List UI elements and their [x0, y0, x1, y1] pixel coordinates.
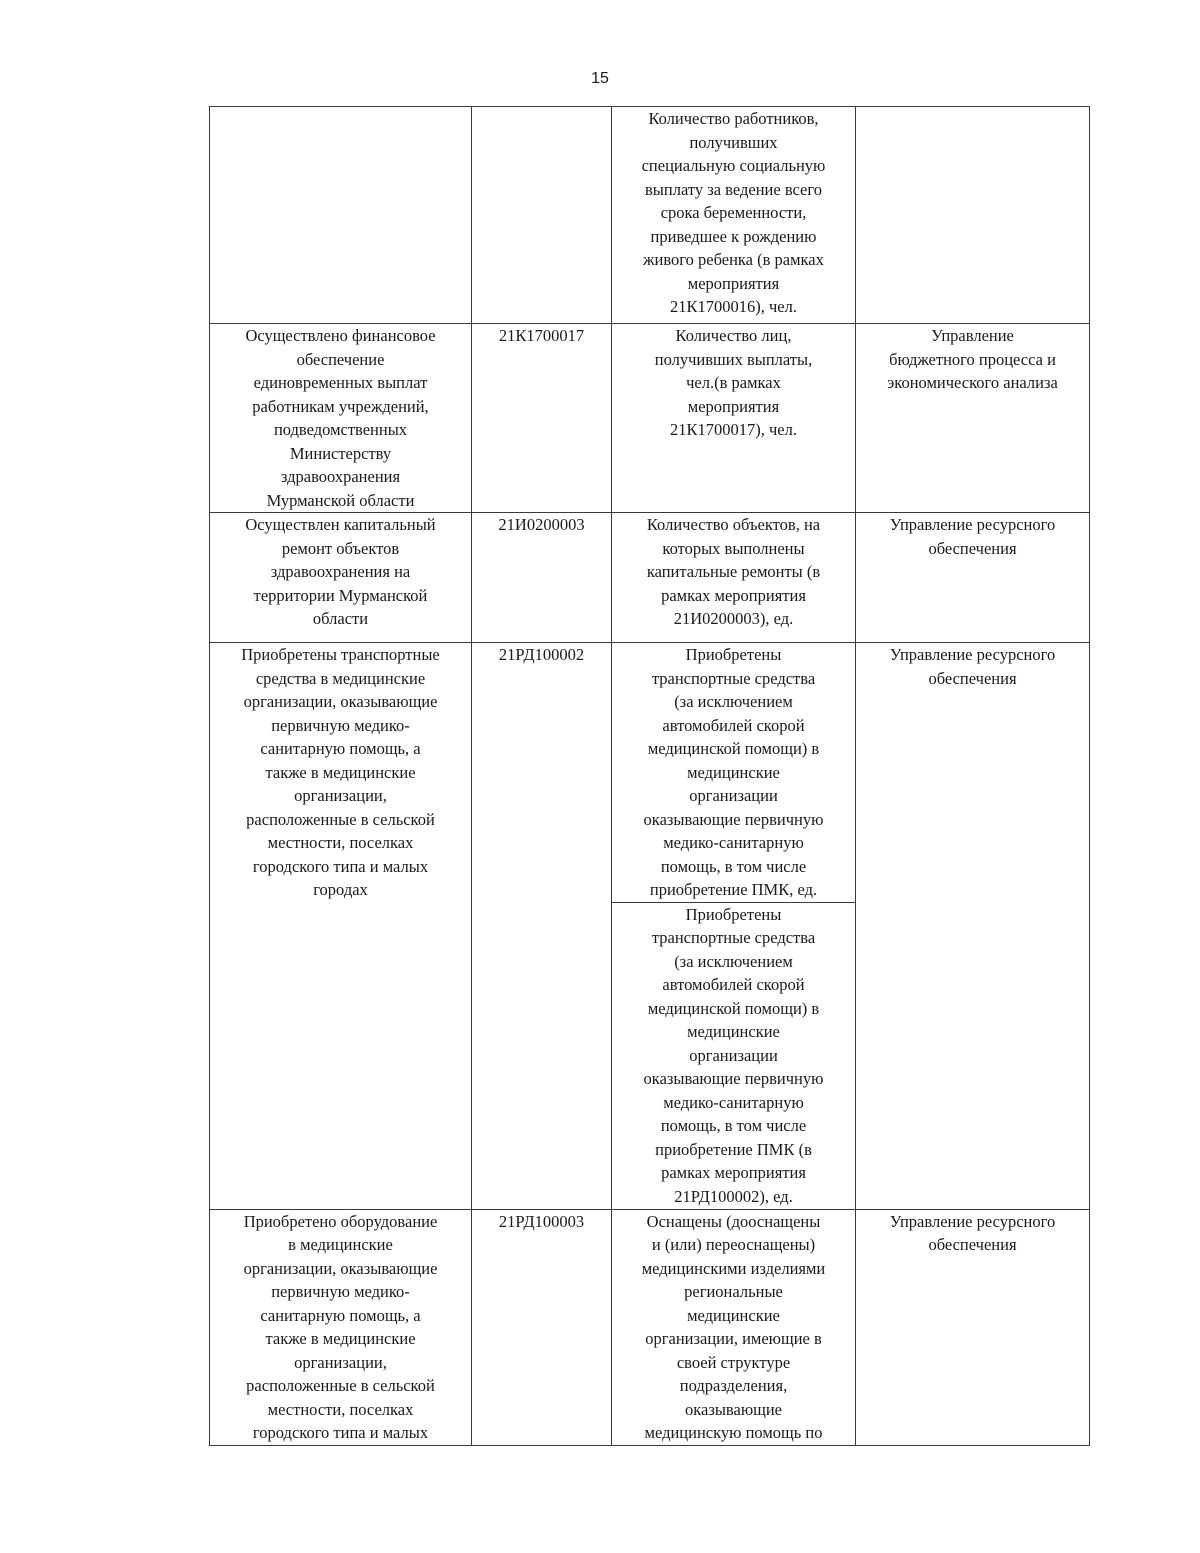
result-cell: Осуществлен капитальный ремонт объектов здравоохранения на территории Мурманской области	[210, 513, 472, 643]
code-cell: 21К1700017	[472, 324, 612, 513]
table-row	[210, 324, 1090, 513]
responsible-cell: Управление ресурсного обеспечения	[856, 513, 1090, 643]
indicator-cell: Количество лиц, получивших выплаты, чел.(в рамках мероприятия 21К1700017), чел.	[612, 324, 856, 513]
table-row	[210, 1209, 1090, 1445]
page-number: 15	[591, 70, 609, 87]
indicator-cell: Приобретены транспортные средства (за исключением автомобилей скорой медицинской помощи) в медицинские организации оказывающие первичную медико-санитарную помощь, в том числе приобретение ПМК (в рамках мероприятия 21РД100002), ед.	[612, 902, 856, 1209]
code-cell: 21РД100003	[472, 1209, 612, 1445]
code-cell: 21И0200003	[472, 513, 612, 643]
table-row	[210, 513, 1090, 643]
responsible-cell: Управление бюджетного процесса и экономического анализа	[856, 324, 1090, 513]
indicator-cell: Количество работников, получивших специальную социальную выплату за ведение всего срока беременности, приведшее к рождению живого ребенка (в рамках мероприятия 21К1700016), чел.	[612, 107, 856, 324]
result-cell: Приобретено оборудование в медицинские организации, оказывающие первичную медико- санитарную помощь, а также в медицинские организации, расположенные в сельской местности, поселках городского типа и малых	[210, 1209, 472, 1445]
indicator-cell: Количество объектов, на которых выполнены капитальные ремонты (в рамках мероприятия 21И0200003), ед.	[612, 513, 856, 643]
responsible-cell	[856, 107, 1090, 324]
code-cell: 21РД100002	[472, 643, 612, 1210]
indicator-cell: Оснащены (дооснащены и (или) переоснащены) медицинскими изделиями региональные медицинские организации, имеющие в своей структуре подразделения, оказывающие медицинскую помощь по	[612, 1209, 856, 1445]
result-cell	[210, 107, 472, 324]
responsible-cell: Управление ресурсного обеспечения	[856, 1209, 1090, 1445]
responsible-cell: Управление ресурсного обеспечения	[856, 643, 1090, 1210]
result-cell: Осуществлено финансовое обеспечение единовременных выплат работникам учреждений, подведомственных Министерству здравоохранения Мурманской области	[210, 324, 472, 513]
code-cell	[472, 107, 612, 324]
indicator-cell: Приобретены транспортные средства (за исключением автомобилей скорой медицинской помощи) в медицинские организации оказывающие первичную медико-санитарную помощь, в том числе приобретение ПМК, ед.	[612, 643, 856, 903]
table-row	[210, 107, 1090, 324]
result-cell: Приобретены транспортные средства в медицинские организации, оказывающие первичную медико- санитарную помощь, а также в медицинские организации, расположенные в сельской местности, поселках городского типа и малых городах	[210, 643, 472, 1210]
table-row	[210, 643, 1090, 903]
results-table	[209, 106, 1090, 1446]
